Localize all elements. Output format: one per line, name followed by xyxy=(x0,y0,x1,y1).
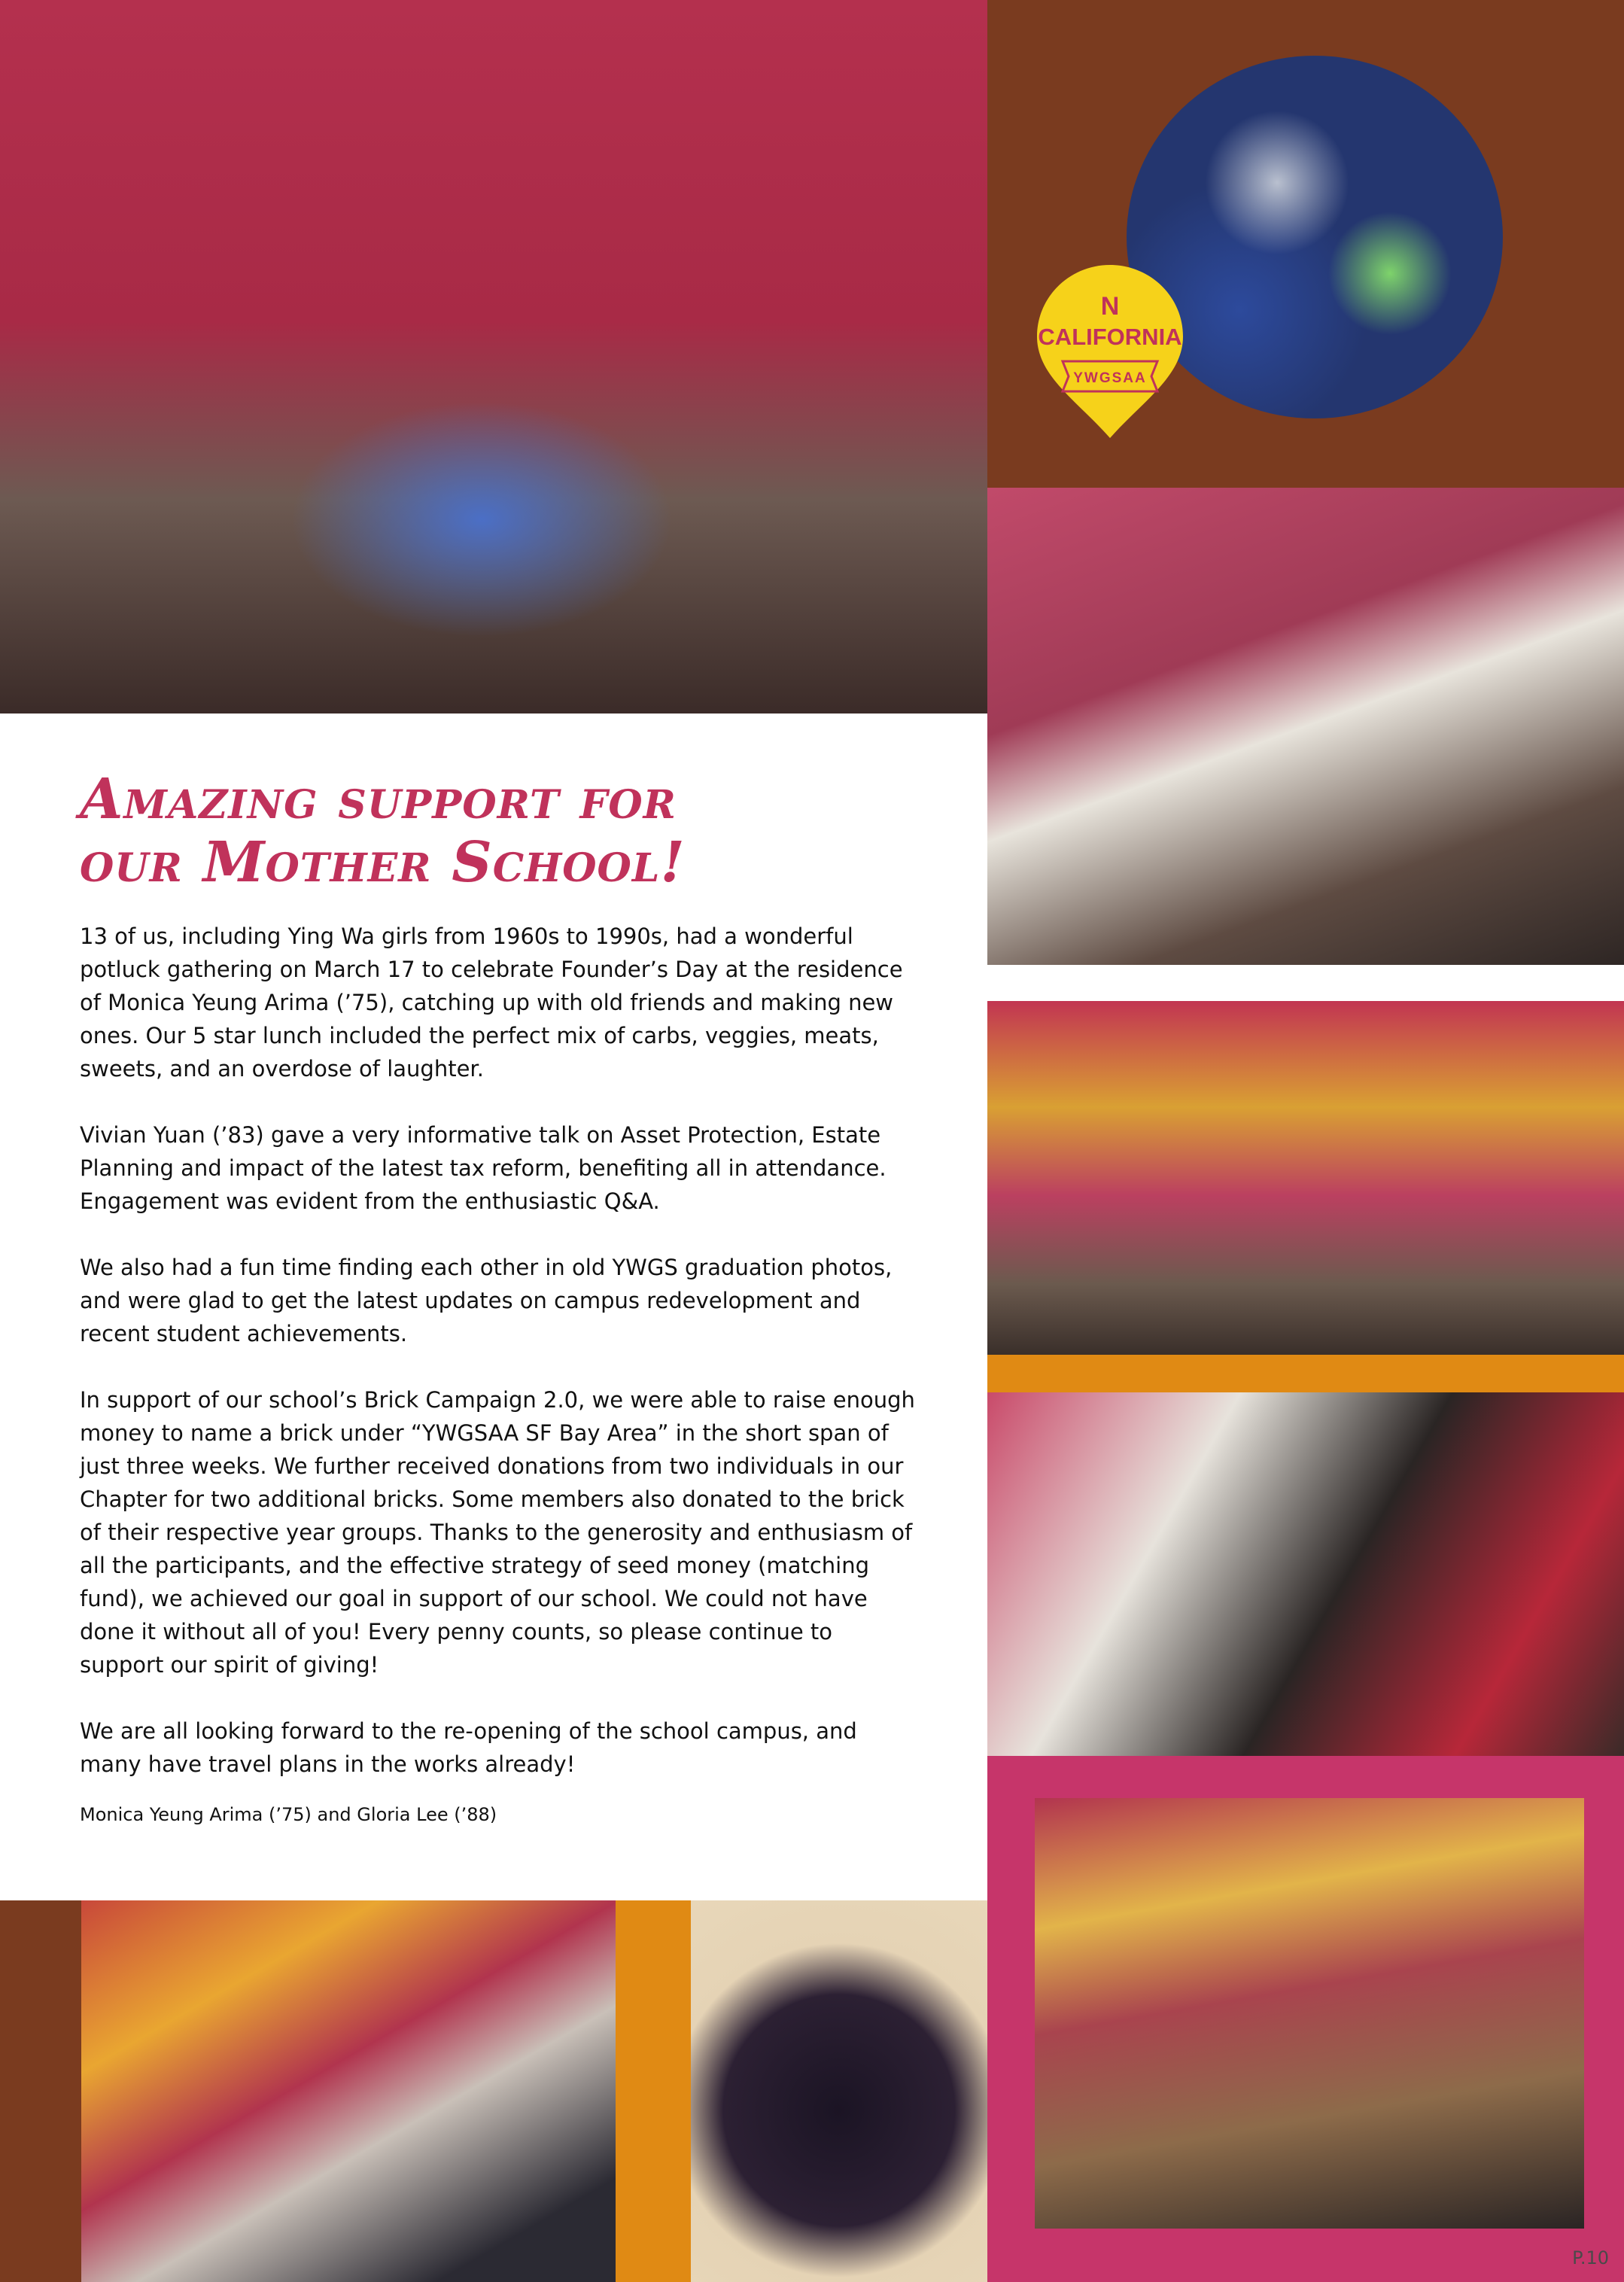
dining-table-photo xyxy=(1035,1798,1584,2229)
location-pin-badge xyxy=(1032,262,1188,441)
article-paragraph: 13 of us, including Ying Wa girls from 1960s to 1990s, had a wonderful potluck gathering on March 17 to celebrate Founder’s Day at the residence of Monica Yeung Arima (’75), catching up with old friends and making new ones. Our 5 star lunch included the perfect mix of carbs, veggies, meats, sweets, and an overdose of laughter. xyxy=(80,923,903,1082)
brown-panel-bottom-left xyxy=(0,1900,81,2282)
article-paragraph: In support of our school’s Brick Campaign 2.0, we were able to raise enough money to name a brick under “YWGSAA SF Bay Area” in the short span of just three weeks. We further received donations from two individuals in our Chapter for two additional bricks. Some members also donated to the brick of their respective year groups. Thanks to the generosity and enthusiasm of all the participants, and the effective strategy of seed money (matching fund), we achieved our goal in support of our school. We could not have done it without all of you! Every penny counts, so please continue to support our spirit of giving! xyxy=(80,1387,915,1678)
living-room-talk-photo xyxy=(987,1001,1624,1355)
article-title xyxy=(80,768,953,894)
article-paragraph: We also had a fun time finding each other in old YWGS graduation photos, and were glad to get the latest updates on campus redevelopment and recent student achievements. xyxy=(80,1255,893,1346)
article-title-line2: our Mother School! xyxy=(80,830,686,895)
map-pin-icon xyxy=(1037,265,1183,438)
seated-members-photo xyxy=(987,488,1624,965)
badge-line1: N xyxy=(1100,292,1120,321)
berry-tart-photo xyxy=(691,1900,987,2282)
article-title-line1: Amazing support for xyxy=(80,767,677,832)
author-credit: Monica Yeung Arima (’75) and Gloria Lee (’88) xyxy=(80,1804,497,1825)
article-body xyxy=(80,920,915,1814)
article-paragraph: Vivian Yuan (’83) gave a very informative talk on Asset Protection, Estate Planning and impact of the latest tax reform, benefiting all in attendance. Engagement was evident from the enthusiastic Q&A. xyxy=(80,1122,887,1214)
five-members-photo xyxy=(81,1900,616,2282)
orange-divider-strip xyxy=(616,1900,691,2282)
badge-line2: CALIFORNIA xyxy=(1038,324,1182,350)
badge-ribbon-text: YWGSAA xyxy=(1073,370,1147,386)
article-paragraph: We are all looking forward to the re-opening of the school campus, and many have travel plans in the works already! xyxy=(80,1718,857,1777)
group-photo xyxy=(0,0,987,714)
page-number: P.10 xyxy=(1572,2247,1609,2268)
two-members-photo xyxy=(987,1392,1624,1756)
orange-divider-band xyxy=(987,1355,1624,1392)
